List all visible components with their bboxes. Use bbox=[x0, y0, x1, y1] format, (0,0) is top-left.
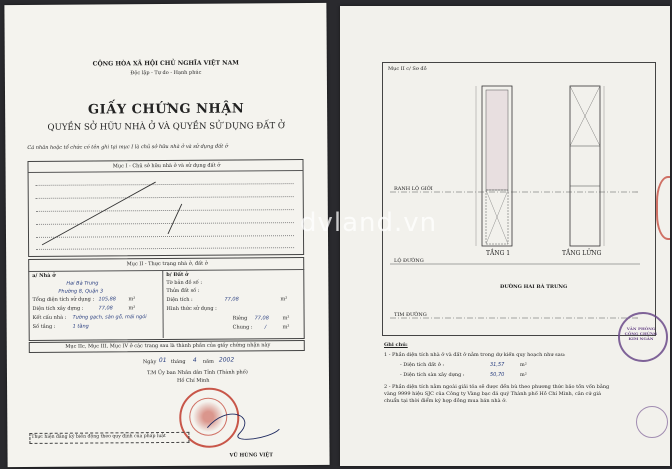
section-ref-text: Mục IIc, Mục III, Mục IV ở các trang sau là thành phần của giấy chứng nhận này bbox=[65, 342, 271, 350]
certificate-front-page bbox=[4, 3, 329, 467]
use-form-label: Hình thức sử dụng : bbox=[166, 305, 217, 313]
footer-note: Thực hiện đăng ký biến động theo quy định của pháp luật bbox=[31, 434, 166, 440]
address-ward: Phường 8, Quận 3 bbox=[58, 288, 104, 295]
floor1-label: TẦNG 1 bbox=[486, 250, 511, 257]
land-area-unit: m² bbox=[280, 296, 288, 303]
edge-label-left: RANH LỘ GIỚI bbox=[394, 186, 433, 192]
plot-number-label: Thửa đất số : bbox=[166, 287, 200, 295]
structure-value: Tường gạch, sàn gỗ, mái ngói bbox=[72, 314, 147, 321]
note-1-land-value: 31,57 bbox=[490, 362, 505, 368]
note-1-land-label: - Diện tích đất ở : bbox=[400, 362, 445, 368]
section-owner-heading: Mục I - Chủ sở hữu nhà ở và sử dụng đất ở bbox=[112, 162, 221, 170]
shared-label: Chung : bbox=[232, 324, 253, 331]
private-unit: m² bbox=[282, 315, 290, 322]
edge-seal bbox=[656, 176, 670, 240]
issuing-authority: T.M Ủy ban Nhân dân Tỉnh (Thành phố) bbox=[146, 369, 248, 377]
building-area-label: Diện tích xây dựng : bbox=[32, 305, 84, 312]
address-street: Hai Bà Trưng bbox=[66, 280, 99, 287]
total-floor-area-unit: m² bbox=[128, 296, 136, 303]
shared-value: / bbox=[264, 324, 267, 331]
note-1-floor-unit: m² bbox=[520, 372, 527, 378]
note-1-floor-value: 50,70 bbox=[490, 372, 505, 378]
note-1-land-unit: m² bbox=[520, 362, 527, 368]
note-2: 2 - Phần diện tích nằm ngoài giải tỏa sẽ được đền bù theo phương thức bảo tồn vốn bằng vàng 9999 hiệu SJC của Công ty Vàng bạc đá quý Thành phố Hồ Chí Minh, căn cứ giá chuẩn tại thời điểm ký hợp đồng mua bán nhà ở. bbox=[384, 384, 610, 404]
date-year-label: năm bbox=[202, 358, 214, 365]
shared-unit: m² bbox=[282, 324, 290, 331]
road-label: ĐƯỜNG HAI BÀ TRƯNG bbox=[500, 284, 568, 290]
diagram-section-label: Mục II c/ Sơ đồ bbox=[388, 66, 427, 72]
parcel-map-label: Tờ bản đồ số : bbox=[166, 279, 203, 287]
signer-name: VŨ HÙNG VIỆT bbox=[229, 452, 273, 459]
edge-label-mid: LỘ ĐƯỜNG bbox=[394, 258, 424, 264]
issuing-city: Hồ Chí Minh bbox=[176, 377, 210, 384]
note-1-floor-label: - Diện tích sàn xây dựng : bbox=[400, 372, 465, 378]
land-area-value: 77,08 bbox=[224, 296, 239, 303]
total-floor-area-label: Tổng diện tích sử dụng : bbox=[32, 296, 95, 303]
floors-label: Số tầng : bbox=[32, 323, 56, 330]
private-value: 77,08 bbox=[254, 315, 269, 322]
edge-label-bottom: TIM ĐƯỜNG bbox=[394, 312, 427, 318]
building-area-unit: m² bbox=[128, 305, 136, 312]
land-subheading: b/ Đất ở bbox=[166, 271, 189, 279]
notary-stamp-text: VĂN PHÒNG CÔNG CHỨNG KIM NGÂN bbox=[624, 326, 658, 341]
date-year: 2002 bbox=[218, 356, 235, 364]
notes-title: Ghi chú: bbox=[384, 342, 408, 348]
land-area-label: Diện tích : bbox=[166, 296, 193, 304]
structure-label: Kết cấu nhà : bbox=[32, 314, 67, 321]
date-prefix: Ngày bbox=[142, 359, 157, 366]
date-month-label: tháng bbox=[170, 358, 186, 365]
intro-text: Cá nhân hoặc tổ chức có tên ghi tại mục I là chủ sở hữu nhà ở và sử dụng đất ở bbox=[27, 143, 228, 151]
house-subheading: a/ Nhà ở bbox=[32, 272, 56, 279]
signature-strokes bbox=[4, 3, 329, 467]
total-floor-area-value: 105,88 bbox=[98, 296, 116, 303]
private-label: Riêng bbox=[232, 315, 248, 322]
floors-value: 1 tầng bbox=[72, 323, 89, 330]
date-day: 01 bbox=[158, 357, 167, 365]
date-month: 4 bbox=[192, 356, 197, 364]
watermark: dvland.vn bbox=[300, 208, 438, 238]
certificate-subtitle: QUYỀN SỞ HỮU NHÀ Ở VÀ QUYỀN SỬ DỤNG ĐẤT Ở bbox=[47, 121, 285, 133]
national-header: CỘNG HÒA XÃ HỘI CHỦ NGHĨA VIỆT NAM bbox=[92, 59, 239, 68]
section-status-heading: Mục II - Thực trạng nhà ở, đất ở bbox=[126, 260, 208, 268]
note-1: 1 - Phần diện tích nhà ở và đất ở nằm trong dự kiến quy hoạch như sau: bbox=[384, 352, 566, 358]
mezzanine-label: TẦNG LỬNG bbox=[562, 250, 602, 257]
building-area-value: 77,08 bbox=[98, 305, 113, 312]
national-motto: Độc lập - Tự do - Hạnh phúc bbox=[130, 69, 202, 77]
notary-stamp-small bbox=[636, 406, 668, 438]
certificate-title: GIẤY CHỨNG NHẬN bbox=[87, 101, 245, 118]
